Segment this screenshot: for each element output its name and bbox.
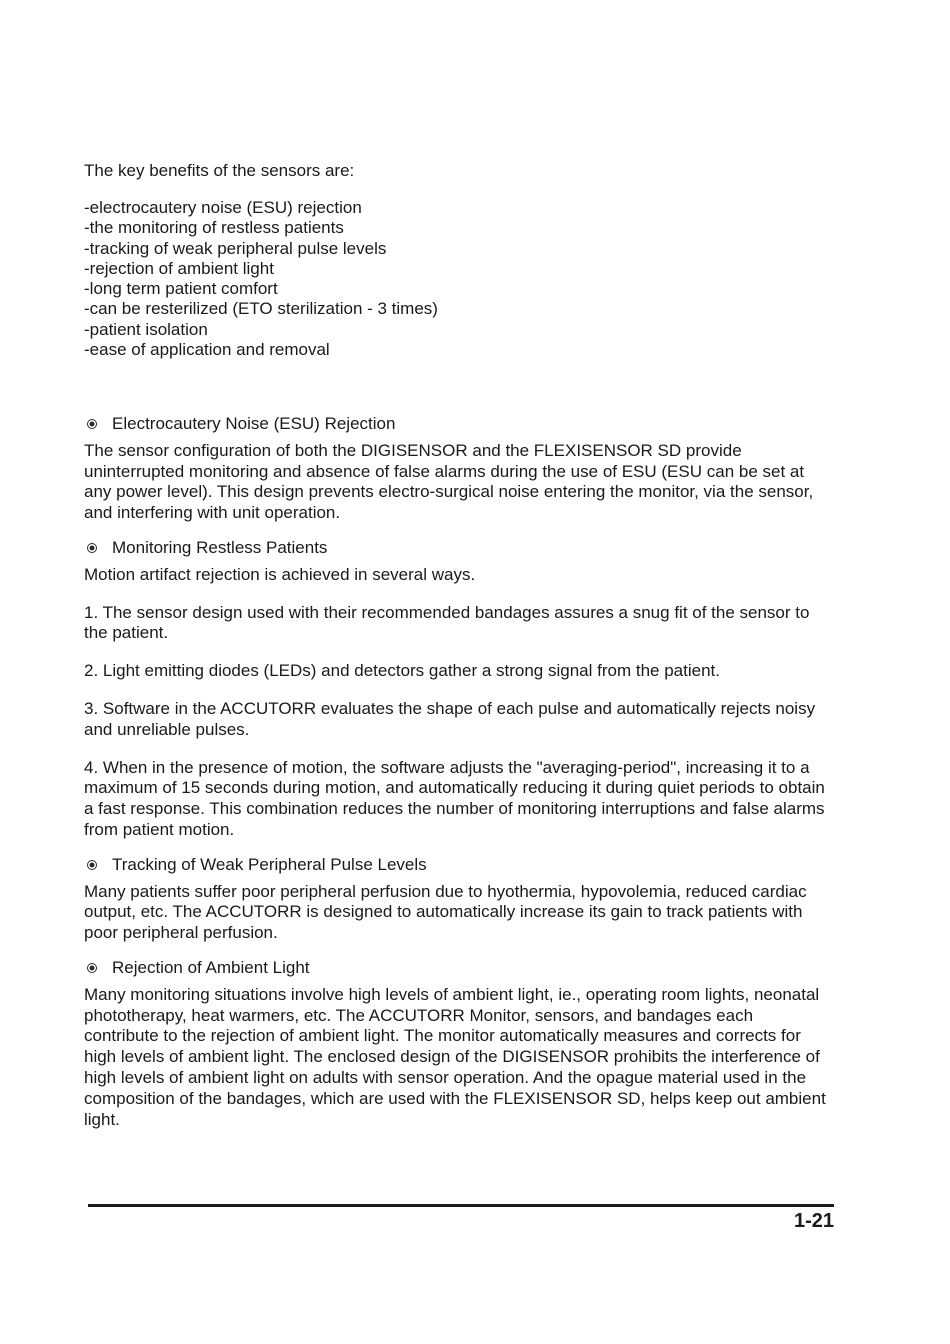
bullet-icon — [88, 861, 96, 869]
benefit-item: -electrocautery noise (ESU) rejection — [84, 198, 362, 217]
benefit-item: -rejection of ambient light — [84, 258, 274, 278]
sections-block — [84, 414, 829, 1144]
section-heading — [88, 414, 829, 435]
section-title: Rejection of Ambient Light — [112, 957, 310, 977]
intro-block — [84, 160, 844, 360]
section-body: The sensor configuration of both the DIGISENSOR and the FLEXISENSOR SD provide uninterrupted monitoring and absence of false alarms during the use of ESU (ESU can be set at any power level). This design prevents electro-surgical noise entering the monitor, via the sensor, and interfering with unit operation. — [84, 440, 814, 523]
section-body: Many monitoring situations involve high levels of ambient light, ie., operating room lights, neonatal phototherapy, heat warmers, etc. The ACCUTORR Monitor, sensors, and bandages each contribute to the rejection of ambient light. The monitor automatically measures and corrects for high levels of ambient light. The enclosed design of the DIGISENSOR prohibits the interference of high levels of ambient light on adults with sensor operation. And the opague material used in the composition of the bandages, which are used with the FLEXISENSOR SD, helps keep out ambient light. — [84, 984, 826, 1129]
bullet-icon — [88, 420, 96, 428]
section-title: Tracking of Weak Peripheral Pulse Levels — [112, 854, 427, 874]
section-restless — [84, 538, 829, 841]
bullet-icon — [88, 544, 96, 552]
benefit-item: -patient isolation — [84, 319, 208, 339]
intro-heading: The key benefits of the sensors are: — [84, 161, 355, 180]
benefit-item: -long term patient comfort — [84, 279, 278, 299]
section-body: Many patients suffer poor peripheral perfusion due to hyothermia, hypovolemia, reduced cardiac output, etc. The ACCUTORR is designed to automatically increase its gain to track patients with poor peripheral perfusion. — [84, 881, 807, 943]
numbered-item: 2. Light emitting diodes (LEDs) and detectors gather a strong signal from the patient. — [84, 661, 720, 681]
page-number: 1-21 — [793, 1210, 834, 1232]
numbered-item: 1. The sensor design used with their recommended bandages assures a snug fit of the sensor to the patient. — [84, 602, 810, 643]
section-weak-pulse — [84, 855, 829, 944]
benefit-item: -can be resterilized (ETO sterilization - 3 times) — [84, 299, 438, 319]
section-title: Electrocautery Noise (ESU) Rejection — [112, 414, 396, 433]
benefit-list — [84, 198, 844, 360]
section-heading — [88, 855, 829, 876]
section-title: Monitoring Restless Patients — [112, 537, 328, 557]
section-intro: Motion artifact rejection is achieved in several ways. — [84, 564, 476, 584]
benefit-item: -ease of application and removal — [84, 340, 330, 360]
numbered-item: 3. Software in the ACCUTORR evaluates the shape of each pulse and automatically rejects noisy and unreliable pulses. — [84, 698, 816, 739]
section-heading — [88, 538, 829, 559]
section-heading — [88, 958, 829, 979]
section-esu — [84, 414, 829, 524]
bullet-icon — [88, 964, 96, 972]
footer-rule — [88, 1204, 834, 1207]
benefit-item: -the monitoring of restless patients — [84, 218, 344, 238]
numbered-item: 4. When in the presence of motion, the software adjusts the "averaging-period", increasing it to a maximum of 15 seconds during motion, and automatically reducing it during quiet periods to obtain a fast response. This combination reduces the number of monitoring interruptions and false alarms from patient motion. — [84, 757, 825, 839]
section-ambient-light — [84, 958, 829, 1130]
benefit-item: -tracking of weak peripheral pulse levels — [84, 238, 387, 258]
